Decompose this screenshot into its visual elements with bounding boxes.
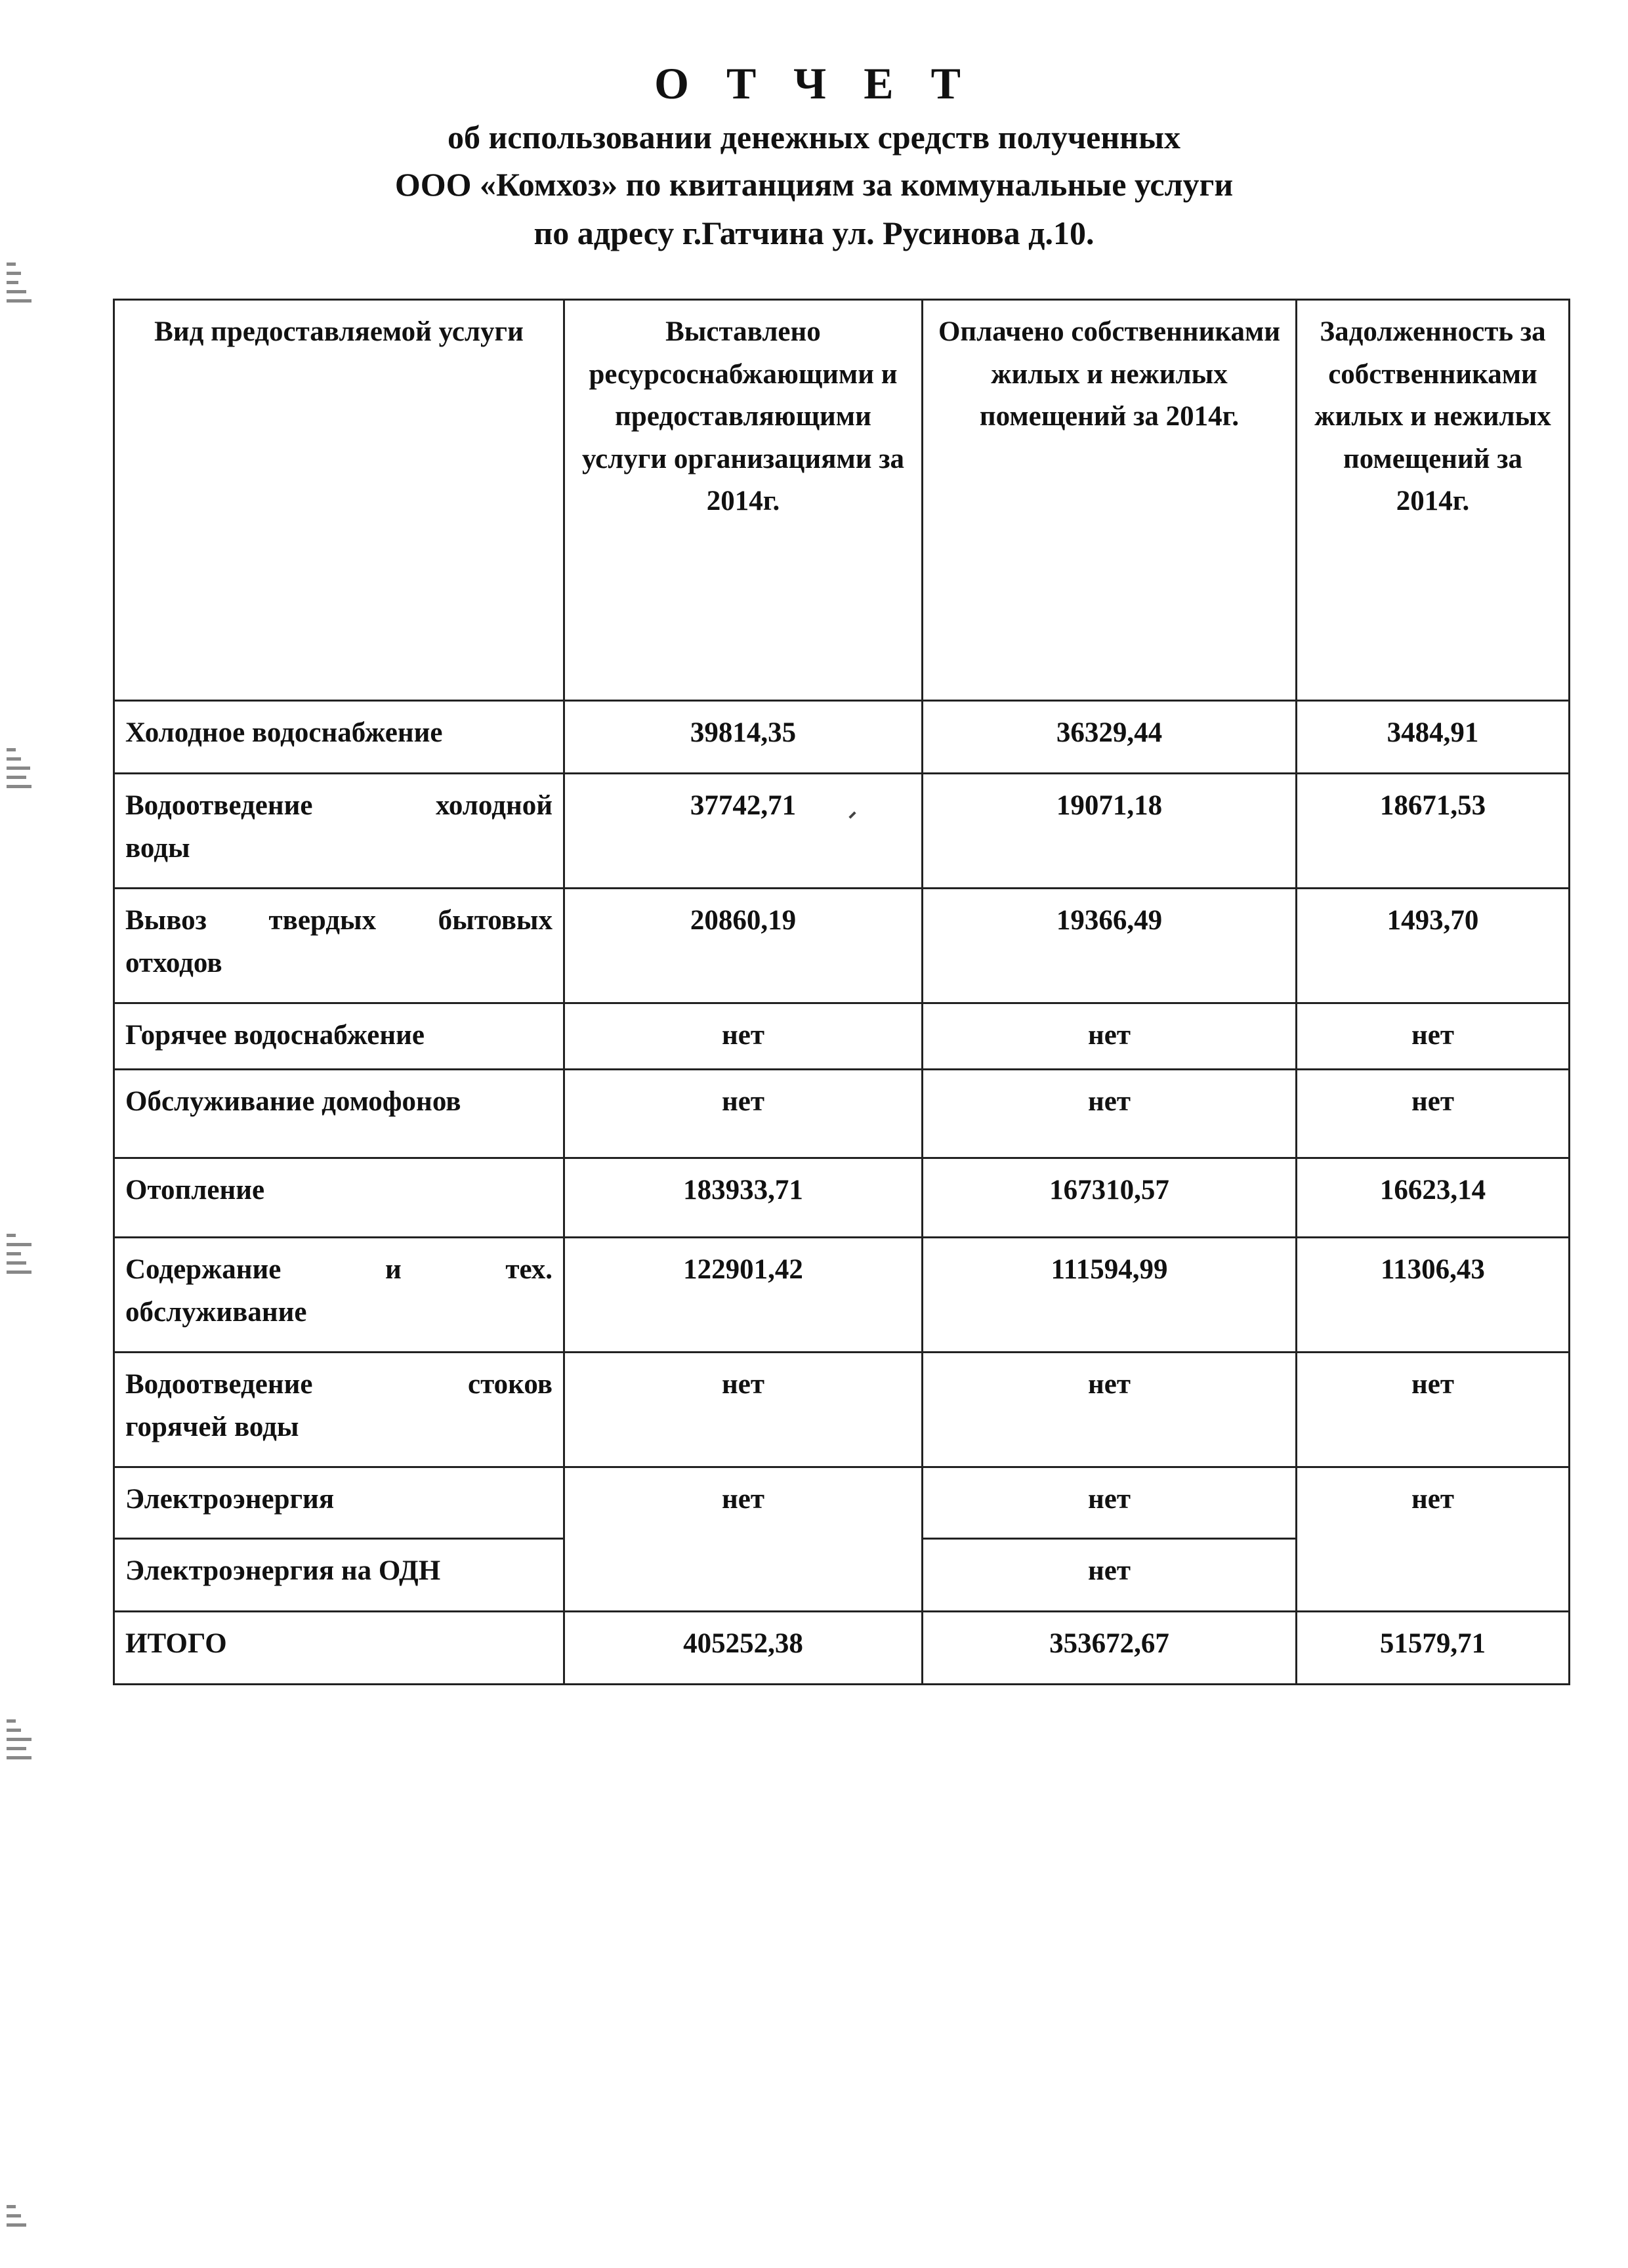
service-name-line-1: Водоотведение холодной	[125, 790, 553, 821]
paid-value: 167310,57	[923, 1158, 1297, 1238]
service-name: Холодное водоснабжение	[114, 701, 564, 774]
debt-value: 11306,43	[1297, 1238, 1570, 1353]
service-name	[114, 774, 564, 889]
table-row	[114, 1467, 1570, 1539]
service-name: Электроэнергия на ОДН	[114, 1539, 564, 1612]
service-name-line-1: Вывоз твердых бытовых	[125, 905, 553, 936]
debt-value: нет	[1297, 1003, 1570, 1070]
header-debt: Задолженность за собственниками жилых и нежилых помещений за 2014г.	[1297, 300, 1570, 701]
paid-value: нет	[923, 1539, 1297, 1612]
billed-value: нет	[564, 1467, 923, 1612]
paid-value: 19366,49	[923, 889, 1297, 1003]
report-subtitle-line-1: об использовании денежных средств полученных	[447, 119, 1181, 156]
scan-edge-marks	[7, 1719, 33, 1765]
service-name: Отопление	[114, 1158, 564, 1238]
paid-value: 36329,44	[923, 701, 1297, 774]
total-billed: 405252,38	[564, 1612, 923, 1685]
report-table	[113, 299, 1570, 1685]
scan-edge-marks	[7, 2205, 33, 2233]
service-name	[114, 1353, 564, 1467]
header-billed: Выставлено ресурсоснабжающими и предоставляющими услуги организациями за 2014г.	[564, 300, 923, 701]
paid-value: нет	[923, 1070, 1297, 1158]
total-paid: 353672,67	[923, 1612, 1297, 1685]
service-name-line-1: Содержание и тех.	[125, 1254, 553, 1285]
table-row	[114, 889, 1570, 1003]
debt-value: 16623,14	[1297, 1158, 1570, 1238]
debt-value: нет	[1297, 1070, 1570, 1158]
table-row	[114, 1070, 1570, 1158]
debt-value: 1493,70	[1297, 889, 1570, 1003]
table-row	[114, 1158, 1570, 1238]
billed-value: 20860,19	[564, 889, 923, 1003]
service-name: Обслуживание домофонов	[114, 1070, 564, 1158]
billed-value: нет	[564, 1003, 923, 1070]
report-title: О Т Ч Е Т	[654, 58, 974, 108]
scan-edge-marks	[7, 748, 33, 794]
service-name: Горячее водоснабжение	[114, 1003, 564, 1070]
service-name: Электроэнергия	[114, 1467, 564, 1539]
service-name-line-2: обслуживание	[125, 1296, 307, 1328]
billed-value: 37742,71	[564, 774, 923, 889]
table-row	[114, 1353, 1570, 1467]
total-debt: 51579,71	[1297, 1612, 1570, 1685]
billed-value: 122901,42	[564, 1238, 923, 1353]
table-row	[114, 774, 1570, 889]
table-row	[114, 1238, 1570, 1353]
scan-edge-marks	[7, 1234, 33, 1280]
table-header-row	[114, 300, 1570, 701]
debt-value: 3484,91	[1297, 701, 1570, 774]
billed-value: 39814,35	[564, 701, 923, 774]
billed-value: нет	[564, 1070, 923, 1158]
service-name-line-1: Водоотведение стоков	[125, 1369, 553, 1400]
service-name-line-2: воды	[125, 832, 190, 864]
service-name	[114, 889, 564, 1003]
table-row	[114, 1003, 1570, 1070]
report-subtitle-line-2: ООО «Комхоз» по квитанциям за коммунальные услуги	[394, 166, 1234, 203]
service-name-line-2: отходов	[125, 947, 222, 978]
billed-value: 183933,71	[564, 1158, 923, 1238]
paid-value: 111594,99	[923, 1238, 1297, 1353]
scan-edge-marks	[7, 262, 33, 308]
report-subtitle-line-3: по адресу г.Гатчина ул. Русинова д.10.	[533, 215, 1095, 251]
paid-value: нет	[923, 1353, 1297, 1467]
total-label: ИТОГО	[114, 1612, 564, 1685]
paid-value: 19071,18	[923, 774, 1297, 889]
header-paid: Оплачено собственниками жилых и нежилых помещений за 2014г.	[923, 300, 1297, 701]
debt-value: 18671,53	[1297, 774, 1570, 889]
debt-value: нет	[1297, 1467, 1570, 1612]
paid-value: нет	[923, 1003, 1297, 1070]
table-row	[114, 701, 1570, 774]
header-service: Вид предоставляемой услуги	[114, 300, 564, 701]
billed-value: нет	[564, 1353, 923, 1467]
paid-value: нет	[923, 1467, 1297, 1539]
table-total-row	[114, 1612, 1570, 1685]
service-name	[114, 1238, 564, 1353]
debt-value: нет	[1297, 1353, 1570, 1467]
service-name-line-2: горячей воды	[125, 1411, 299, 1442]
